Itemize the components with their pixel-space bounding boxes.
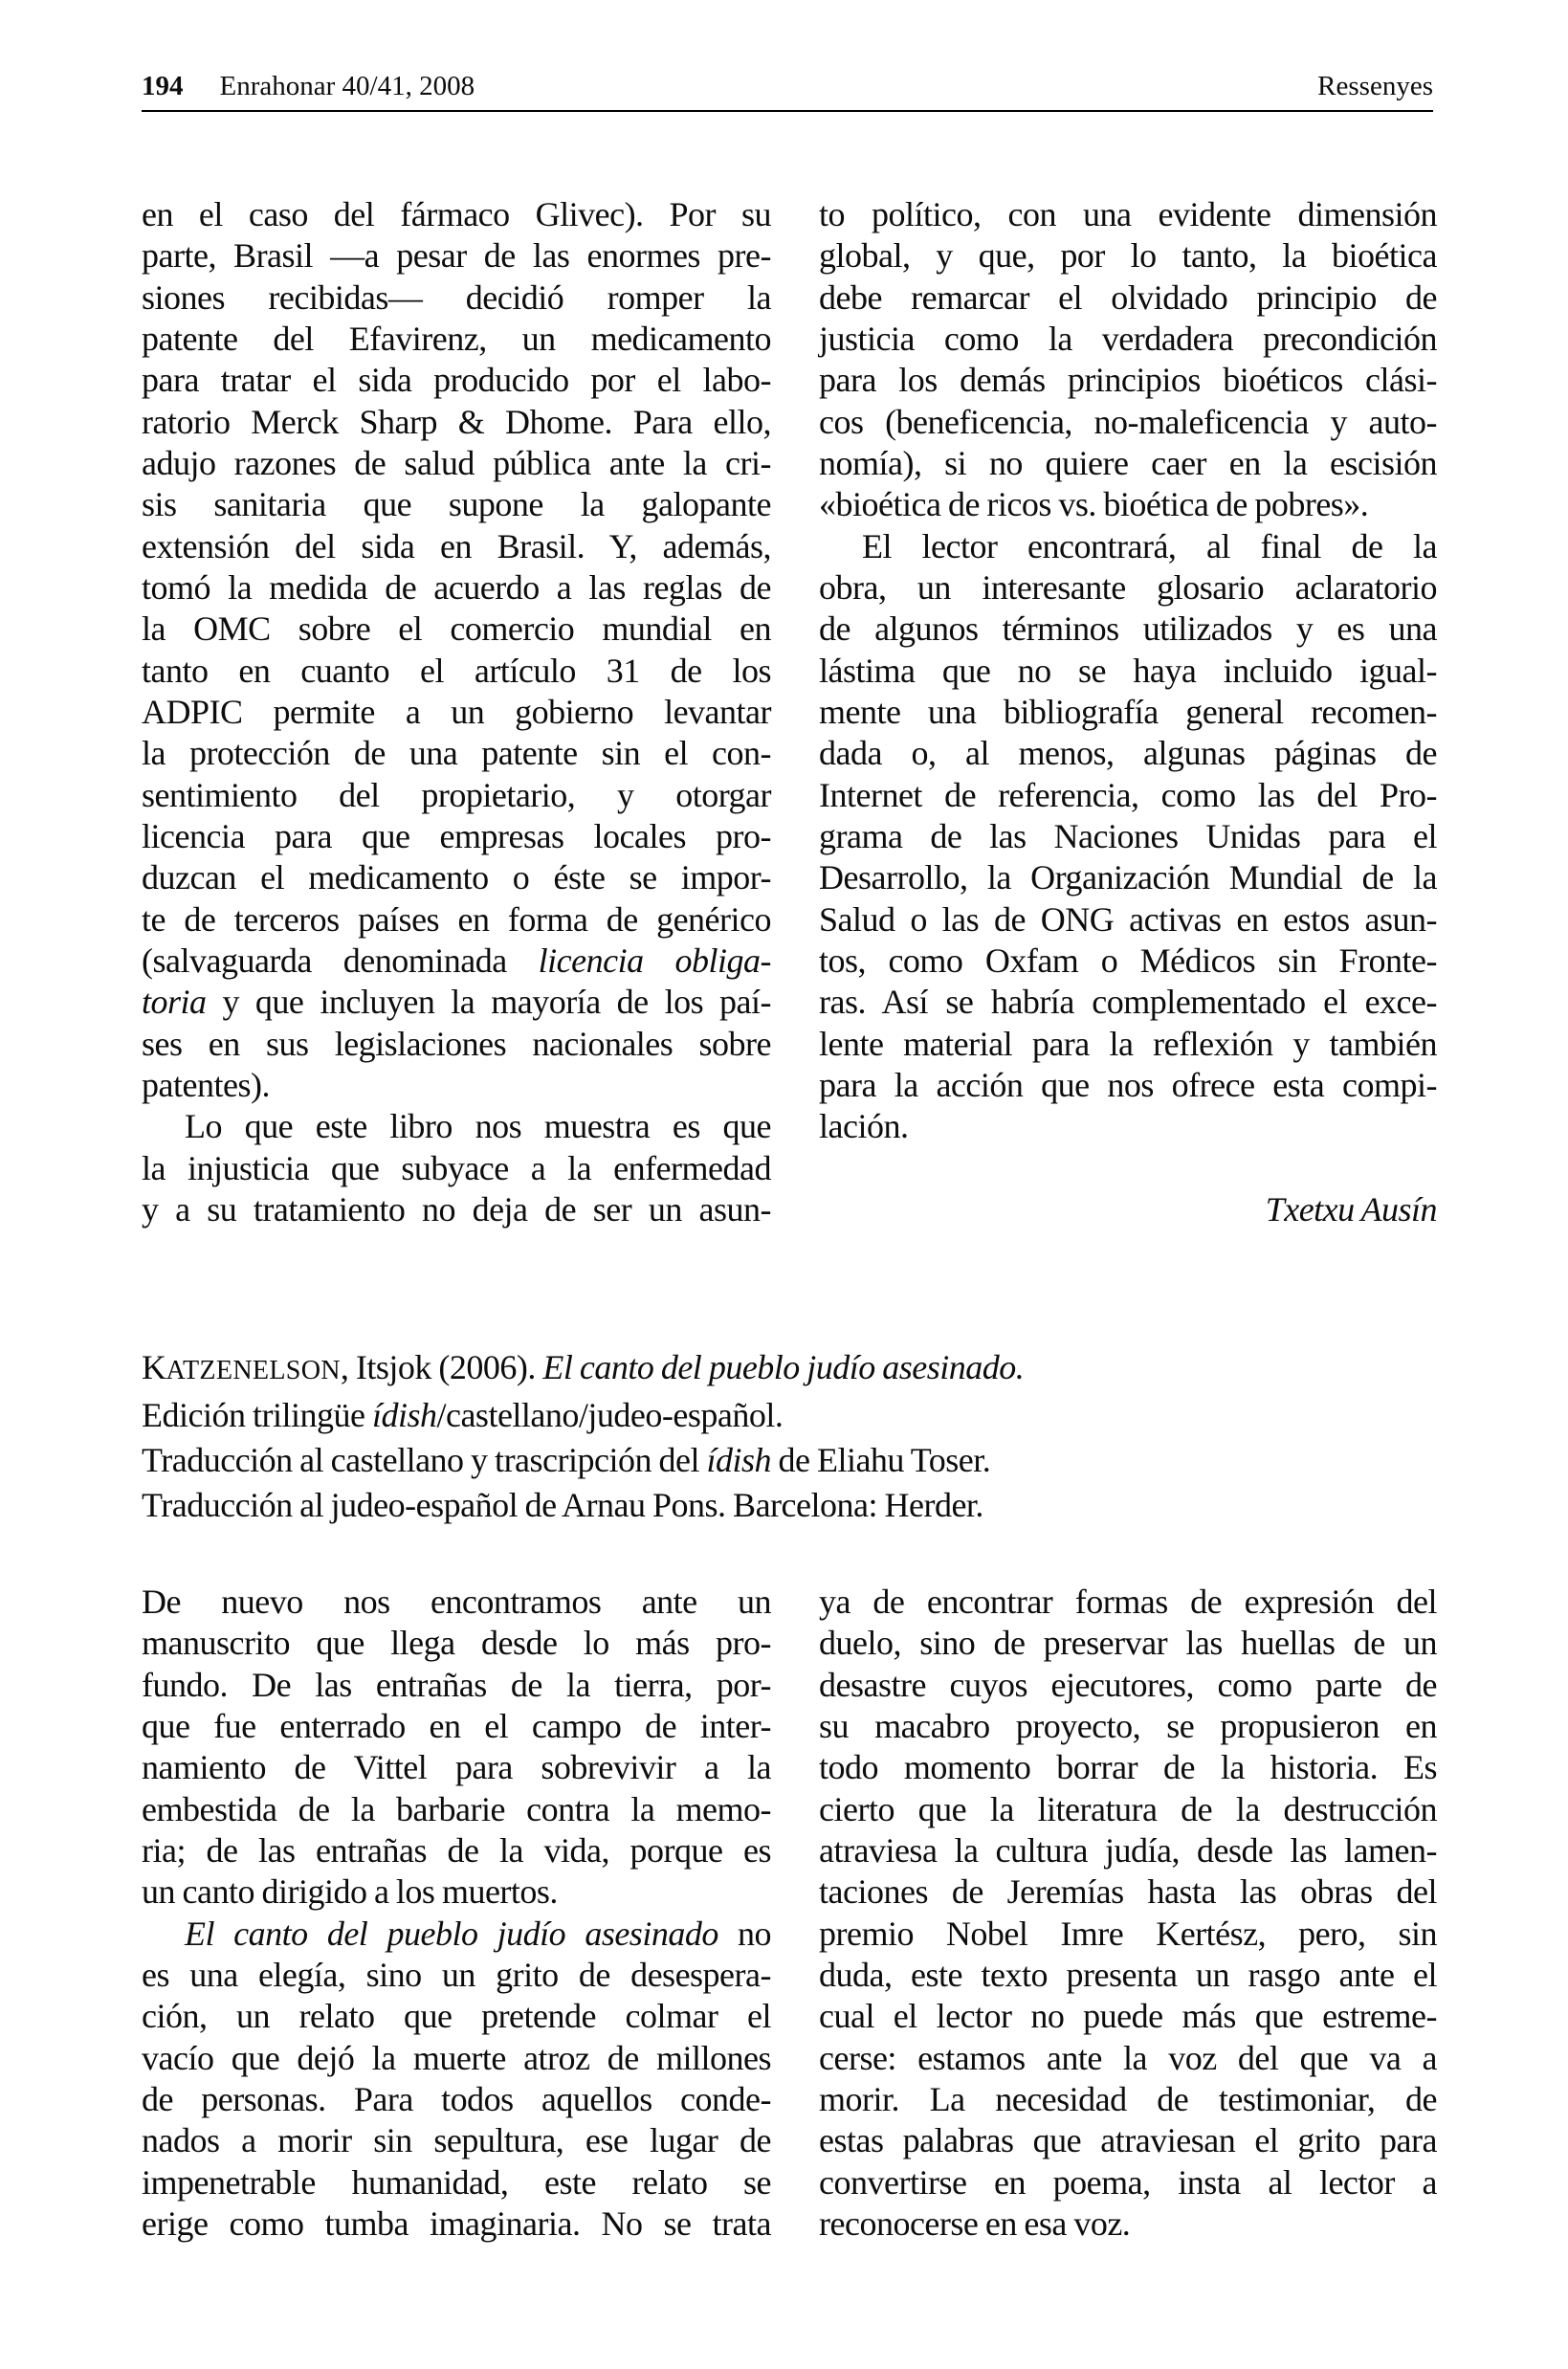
- text-segment: la injusticia que subyace a la enfermedad: [142, 1148, 771, 1187]
- text-segment: nomía), si no quiere caer en la escisión: [819, 443, 1437, 482]
- text-segment: impenetrable humanidad, este relato se: [142, 2162, 771, 2202]
- text-line: [142, 733, 771, 774]
- header-left: [142, 69, 475, 103]
- text-line: [142, 1914, 771, 1955]
- text-segment: ras. Así se habría complementado el exce-: [819, 983, 1437, 1022]
- text-line: [142, 1623, 771, 1664]
- text-line: [819, 609, 1437, 650]
- smallcaps-text: ATZENELSON: [166, 1356, 341, 1385]
- text-line: [142, 1148, 771, 1189]
- text-segment: estas palabras que atraviesan el grito para: [819, 2121, 1437, 2160]
- text-segment: duzcan el medicamento o éste se impor-: [142, 858, 771, 897]
- text-line: [142, 857, 771, 898]
- text-line: [819, 692, 1437, 733]
- text-line: [142, 2120, 771, 2161]
- text-segment: ratorio Merck Sharp & Dhome. Para ello,: [142, 402, 771, 441]
- header-rule: [142, 110, 1433, 112]
- review-2-left-column: [142, 1582, 771, 2245]
- text-line: [142, 484, 771, 525]
- text-segment: duda, este texto presenta un rasgo ante el: [819, 1955, 1437, 1994]
- text-segment: «bioética de ricos vs. bioética de pobres».: [819, 485, 1369, 524]
- review-1-right-column: [819, 194, 1437, 1230]
- text-segment: cierto que la literatura de la destrucción: [819, 1789, 1437, 1828]
- text-segment: reconocerse en esa voz.: [819, 2203, 1131, 2243]
- text-line: [142, 775, 771, 816]
- text-line: [142, 899, 771, 941]
- text-line: [819, 1955, 1437, 1996]
- text-line: [819, 775, 1437, 816]
- text-segment: De nuevo nos encontramos ante un: [142, 1583, 771, 1621]
- text-segment: global, y que, por lo tanto, la bioética: [819, 236, 1437, 276]
- text-line: [142, 1024, 771, 1065]
- text-segment: lación.: [819, 1107, 909, 1146]
- text-line: [819, 1582, 1437, 1623]
- text-line: [142, 1106, 771, 1147]
- text-line: [142, 567, 771, 609]
- italic-text: Txetxu Ausín: [1265, 1189, 1437, 1229]
- text-line: [142, 360, 771, 401]
- text-line: [819, 360, 1437, 401]
- text-segment: namiento de Vittel para sobrevivir a la: [142, 1748, 771, 1787]
- text-segment: parte, Brasil —a pesar de las enormes pre-: [142, 236, 771, 276]
- text-line: [142, 1789, 771, 1830]
- text-segment: fundo. De las entrañas de la tierra, por-: [142, 1665, 771, 1704]
- text-line: [819, 402, 1437, 443]
- text-segment: sentimiento del propietario, y otorgar: [142, 775, 771, 814]
- text-line: [142, 2038, 771, 2079]
- text-line: [142, 443, 771, 484]
- text-line: [142, 1996, 771, 2037]
- text-segment: justicia como la verdadera precondición: [819, 319, 1437, 358]
- text-line: [142, 1871, 771, 1913]
- text-line: [819, 1706, 1437, 1747]
- text-line: [142, 1830, 771, 1871]
- text-segment: extensión del sida en Brasil. Y, además,: [142, 526, 771, 565]
- text-segment: para tratar el sida producido por el labo-: [142, 361, 771, 400]
- page-header: [142, 69, 1433, 103]
- text-line: [142, 319, 771, 360]
- italic-text: ídish: [371, 1396, 437, 1434]
- text-segment: desastre cuyos ejecutores, como parte de: [819, 1665, 1437, 1704]
- text-segment: lente material para la reflexión y también: [819, 1024, 1437, 1063]
- text-segment: es una elegía, sino un grito de desespera-: [142, 1955, 771, 1994]
- text-segment: taciones de Jeremías hasta las obras del: [819, 1872, 1437, 1912]
- text-segment: lástima que no se haya incluido igual-: [819, 651, 1437, 690]
- text-line: [142, 1955, 771, 1996]
- text-segment: de Eliahu Toser.: [770, 1441, 991, 1479]
- text-segment: K: [142, 1348, 166, 1386]
- text-segment: erige como tumba imaginaria. No se trata: [142, 2203, 771, 2243]
- text-segment: siones recibidas— decidió romper la: [142, 277, 771, 317]
- text-segment: todo momento borrar de la historia. Es: [819, 1748, 1437, 1787]
- text-line: [819, 651, 1437, 692]
- text-line: [819, 1106, 1437, 1147]
- citation-line: [142, 1483, 1437, 1528]
- text-segment: mente una bibliografía general recomen-: [819, 692, 1437, 731]
- text-segment: ción, un relato que pretende colmar el: [142, 1997, 771, 2036]
- text-segment: tomó la medida de acuerdo a las reglas de: [142, 567, 771, 607]
- text-segment: para los demás principios bioéticos clási-: [819, 361, 1437, 400]
- text-line: [819, 2162, 1437, 2203]
- text-line: [819, 2120, 1437, 2161]
- text-line: [142, 1747, 771, 1788]
- text-line: [142, 1665, 771, 1706]
- text-segment: Desarrollo, la Organización Mundial de la: [819, 858, 1437, 897]
- text-segment: tos, como Oxfam o Médicos sin Fronte-: [819, 941, 1437, 980]
- section-title: Ressenyes: [1317, 71, 1433, 101]
- text-line: [819, 1747, 1437, 1788]
- text-line: [819, 1065, 1437, 1106]
- text-segment: nados a morir sin sepultura, ese lugar de: [142, 2121, 771, 2160]
- text-segment: licencia para que empresas locales pro-: [142, 816, 771, 855]
- italic-text: ídish: [706, 1441, 771, 1479]
- text-segment: ADPIC permite a un gobierno levantar: [142, 692, 771, 731]
- italic-text: licencia obliga-: [538, 941, 771, 980]
- text-segment: embestida de la barbarie contra la memo-: [142, 1789, 771, 1828]
- italic-text: toria: [142, 983, 207, 1022]
- text-line: [142, 651, 771, 692]
- text-line: [819, 1871, 1437, 1913]
- text-segment: vacío que dejó la muerte atroz de millones: [142, 2038, 771, 2077]
- text-line: [819, 194, 1437, 235]
- text-segment: cos (beneficencia, no-maleficencia y auto-: [819, 402, 1437, 441]
- italic-text: El canto del pueblo judío asesinado: [185, 1914, 718, 1953]
- page-number: 194: [142, 71, 184, 101]
- text-line: [819, 899, 1437, 941]
- text-line: [819, 319, 1437, 360]
- text-line: [142, 235, 771, 277]
- text-line: [142, 526, 771, 567]
- text-segment: Traducción al judeo-español de Arnau Pons. Barcelona: Herder.: [142, 1486, 983, 1524]
- text-line: [819, 733, 1437, 774]
- text-segment: Internet de referencia, como las del Pro-: [819, 775, 1437, 814]
- text-segment: Lo que este libro nos muestra es que: [185, 1107, 771, 1146]
- text-line: [142, 1065, 771, 1106]
- text-segment: grama de las Naciones Unidas para el: [819, 816, 1437, 855]
- text-line: [142, 692, 771, 733]
- text-line: [819, 484, 1437, 525]
- citation-line: [142, 1393, 1437, 1438]
- text-segment: premio Nobel Imre Kertész, pero, sin: [819, 1914, 1437, 1953]
- text-line: [819, 982, 1437, 1023]
- text-segment: y que incluyen la mayoría de los paí-: [206, 983, 771, 1022]
- text-line: [819, 1789, 1437, 1830]
- text-segment: la OMC sobre el comercio mundial en: [142, 609, 771, 649]
- text-line: [819, 277, 1437, 319]
- text-line: [819, 1665, 1437, 1706]
- text-line: [142, 194, 771, 235]
- text-line: [819, 1996, 1437, 2037]
- text-segment: te de terceros países en forma de genérico: [142, 899, 771, 939]
- text-segment: sis sanitaria que supone la galopante: [142, 485, 771, 524]
- text-segment: dada o, al menos, algunas páginas de: [819, 734, 1437, 773]
- text-segment: tanto en cuanto el artículo 31 de los: [142, 651, 771, 690]
- text-segment: ya de encontrar formas de expresión del: [819, 1583, 1437, 1621]
- reviewer-signature: [819, 1189, 1437, 1230]
- review-2-body: [142, 1582, 1437, 2245]
- text-line: [819, 941, 1437, 982]
- text-line: [819, 2079, 1437, 2120]
- review-2-right-column: [819, 1582, 1437, 2245]
- text-segment: Traducción al castellano y trascripción del: [142, 1441, 707, 1479]
- text-line: [819, 857, 1437, 898]
- text-line: [819, 1623, 1437, 1664]
- text-segment: to político, con una evidente dimensión: [819, 195, 1437, 233]
- text-line: [142, 2162, 771, 2203]
- text-segment: y a su tratamiento no deja de ser un asun-: [142, 1189, 771, 1229]
- text-segment: de personas. Para todos aquellos conde-: [142, 2079, 771, 2118]
- text-line: [819, 1148, 1437, 1189]
- text-segment: de algunos términos utilizados y es una: [819, 609, 1437, 649]
- text-segment: adujo razones de salud pública ante la cri-: [142, 443, 771, 482]
- text-segment: patentes).: [142, 1065, 270, 1104]
- text-segment: que fue enterrado en el campo de inter-: [142, 1706, 771, 1745]
- text-segment: no: [718, 1914, 772, 1953]
- text-segment: ria; de las entrañas de la vida, porque es: [142, 1830, 771, 1870]
- text-line: [142, 402, 771, 443]
- text-segment: un canto dirigido a los muertos.: [142, 1872, 558, 1912]
- citation-line: [142, 1438, 1437, 1483]
- text-segment: morir. La necesidad de testimoniar, de: [819, 2079, 1437, 2118]
- text-segment: convertirse en poema, insta al lector a: [819, 2162, 1437, 2202]
- text-line: [142, 2079, 771, 2120]
- text-line: [142, 941, 771, 982]
- review-1-left-column: [142, 194, 771, 1230]
- text-segment: (salvaguarda denominada: [142, 941, 539, 980]
- text-segment: para la acción que nos ofrece esta compi-: [819, 1065, 1437, 1104]
- text-line: [819, 526, 1437, 567]
- text-segment: ses en sus legislaciones nacionales sobre: [142, 1024, 771, 1063]
- text-segment: atraviesa la cultura judía, desde las lamen-: [819, 1830, 1437, 1870]
- text-line: [142, 816, 771, 857]
- review-1-body: [142, 194, 1437, 1230]
- text-line: [819, 567, 1437, 609]
- text-segment: cual el lector no puede más que estreme-: [819, 1997, 1437, 2036]
- text-line: [819, 235, 1437, 277]
- text-segment: en el caso del fármaco Glivec). Por su: [142, 195, 771, 233]
- text-segment: obra, un interesante glosario aclaratorio: [819, 567, 1437, 607]
- text-line: [819, 2203, 1437, 2245]
- book-citation: [142, 1345, 1437, 1528]
- text-segment: duelo, sino de preservar las huellas de un: [819, 1624, 1437, 1663]
- text-line: [142, 982, 771, 1023]
- text-segment: su macabro proyecto, se propusieron en: [819, 1706, 1437, 1745]
- italic-text: El canto del pueblo judío asesinado.: [542, 1348, 1025, 1386]
- text-line: [819, 816, 1437, 857]
- text-line: [819, 2038, 1437, 2079]
- journal-title: Enrahonar 40/41, 2008: [219, 71, 475, 101]
- text-segment: Salud o las de ONG activas en estos asun-: [819, 899, 1437, 939]
- text-segment: manuscrito que llega desde lo más pro-: [142, 1624, 771, 1663]
- text-line: [819, 1024, 1437, 1065]
- text-line: [142, 1706, 771, 1747]
- text-line: [142, 277, 771, 319]
- text-line: [142, 1582, 771, 1623]
- text-line: [819, 1914, 1437, 1955]
- text-line: [819, 443, 1437, 484]
- text-line: [142, 2203, 771, 2245]
- text-segment: El lector encontrará, al final de la: [862, 526, 1437, 565]
- text-line: [142, 1189, 771, 1230]
- text-segment: /castellano/judeo-español.: [436, 1396, 784, 1434]
- text-segment: patente del Efavirenz, un medicamento: [142, 319, 771, 358]
- text-segment: debe remarcar el olvidado principio de: [819, 277, 1437, 317]
- text-segment: , Itsjok (2006).: [340, 1348, 543, 1386]
- text-line: [142, 609, 771, 650]
- text-segment: cerse: estamos ante la voz del que va a: [819, 2038, 1437, 2077]
- text-line: [819, 1830, 1437, 1871]
- citation-line: [142, 1345, 1437, 1393]
- text-segment: la protección de una patente sin el con-: [142, 734, 771, 773]
- text-segment: Edición trilingüe: [142, 1396, 372, 1434]
